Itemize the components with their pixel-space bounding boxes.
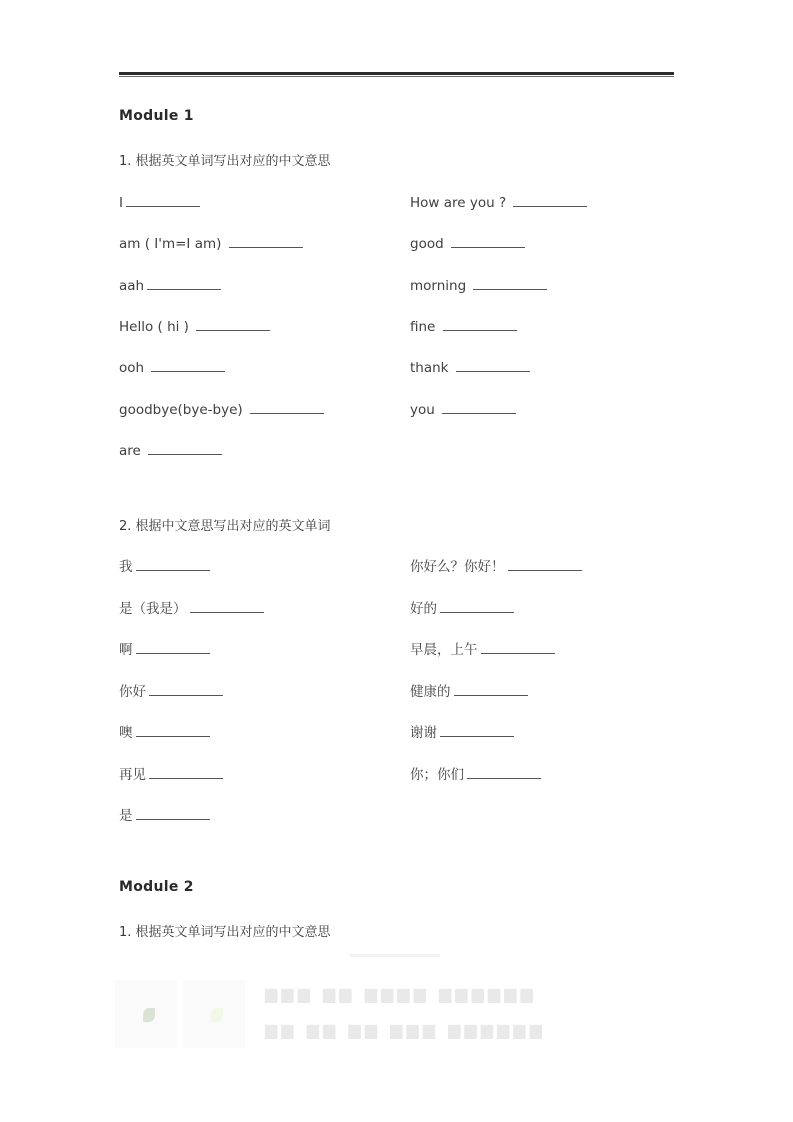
exercise-item xyxy=(119,722,210,742)
item-prompt: 噢 xyxy=(119,725,133,741)
item-prompt: 谢谢 xyxy=(410,725,437,741)
module-1-exercise-2-instruction: 2. 根据中文意思写出对应的英文单词 xyxy=(119,519,331,534)
answer-blank[interactable] xyxy=(190,598,264,613)
answer-blank[interactable] xyxy=(440,598,514,613)
answer-blank[interactable] xyxy=(136,556,210,571)
answer-blank[interactable] xyxy=(151,357,225,372)
exercise-item xyxy=(119,681,223,701)
answer-blank[interactable] xyxy=(473,275,547,290)
exercise-item xyxy=(410,639,555,659)
exercise-item xyxy=(119,440,222,460)
exercise-item xyxy=(410,722,514,742)
module-1-title: Module 1 xyxy=(119,108,194,124)
answer-blank[interactable] xyxy=(136,805,210,820)
item-prompt: 你好 xyxy=(119,684,146,700)
item-prompt: 好的 xyxy=(410,601,437,617)
answer-blank[interactable] xyxy=(467,764,541,779)
header-double-rule xyxy=(119,72,674,78)
exercise-item xyxy=(119,357,225,377)
answer-blank[interactable] xyxy=(136,722,210,737)
item-prompt: 是（我是） xyxy=(119,601,187,617)
watermark-image-right xyxy=(183,980,245,1048)
answer-blank[interactable] xyxy=(481,639,555,654)
answer-blank[interactable] xyxy=(250,399,324,414)
exercise-item xyxy=(119,192,200,212)
answer-blank[interactable] xyxy=(149,764,223,779)
item-prompt: you xyxy=(410,402,440,418)
answer-blank[interactable] xyxy=(442,399,516,414)
module-1-exercise-1-instruction: 1. 根据英文单词写出对应的中文意思 xyxy=(119,154,331,169)
item-prompt: good xyxy=(410,236,448,252)
exercise-item xyxy=(410,192,587,212)
item-prompt: 我 xyxy=(119,559,133,575)
item-prompt: 健康的 xyxy=(410,684,451,700)
exercise-item xyxy=(119,556,210,576)
watermark-text-line: ▆▆▆ ▆▆ ▆▆▆▆ ▆▆▆▆▆▆ xyxy=(265,984,537,1003)
exercise-item xyxy=(410,399,516,419)
exercise-item xyxy=(410,316,517,336)
item-prompt: aah xyxy=(119,278,145,294)
exercise-item xyxy=(119,233,303,253)
exercise-item xyxy=(410,357,530,377)
exercise-item xyxy=(410,598,514,618)
answer-blank[interactable] xyxy=(513,192,587,207)
leaf-icon xyxy=(143,1008,155,1022)
item-prompt: morning xyxy=(410,278,471,294)
item-prompt: 早晨，上午 xyxy=(410,642,478,658)
exercise-item xyxy=(410,556,582,576)
item-prompt: are xyxy=(119,443,146,459)
answer-blank[interactable] xyxy=(149,681,223,696)
module-2-exercise-1-instruction: 1. 根据英文单词写出对应的中文意思 xyxy=(119,925,331,940)
exercise-item xyxy=(119,316,270,336)
exercise-item xyxy=(410,233,525,253)
exercise-item xyxy=(119,598,264,618)
exercise-item xyxy=(410,275,547,295)
answer-blank[interactable] xyxy=(508,556,582,571)
exercise-item xyxy=(119,639,210,659)
item-prompt: 啊 xyxy=(119,642,133,658)
faint-watermark xyxy=(115,950,655,1050)
item-prompt: thank xyxy=(410,360,453,376)
item-prompt: 是 xyxy=(119,808,133,824)
item-prompt: 你；你们 xyxy=(410,767,464,783)
leaf-icon xyxy=(211,1008,223,1022)
exercise-item xyxy=(410,681,528,701)
watermark-bar xyxy=(350,954,440,957)
exercise-item xyxy=(119,764,223,784)
answer-blank[interactable] xyxy=(147,275,221,290)
watermark-image-left xyxy=(115,980,177,1048)
item-prompt: Hello ( hi ) xyxy=(119,319,194,335)
exercise-item xyxy=(119,275,221,295)
item-prompt: fine xyxy=(410,319,440,335)
exercise-item xyxy=(119,805,210,825)
answer-blank[interactable] xyxy=(126,192,200,207)
rule-thick-line xyxy=(119,72,674,75)
item-prompt: I xyxy=(119,195,123,211)
watermark-text-line: ▆▆ ▆▆ ▆▆ ▆▆▆ ▆▆▆▆▆▆ xyxy=(265,1020,546,1039)
item-prompt: goodbye(bye-bye) xyxy=(119,402,247,418)
exercise-item xyxy=(410,764,541,784)
module-2-title: Module 2 xyxy=(119,879,194,895)
answer-blank[interactable] xyxy=(229,233,303,248)
answer-blank[interactable] xyxy=(454,681,528,696)
item-prompt: ooh xyxy=(119,360,149,376)
answer-blank[interactable] xyxy=(443,316,517,331)
item-prompt: am ( I'm=I am) xyxy=(119,236,226,252)
answer-blank[interactable] xyxy=(136,639,210,654)
answer-blank[interactable] xyxy=(196,316,270,331)
item-prompt: How are you ? xyxy=(410,195,511,211)
answer-blank[interactable] xyxy=(456,357,530,372)
item-prompt: 你好么？你好！ xyxy=(410,559,505,575)
rule-thin-line xyxy=(119,76,674,77)
answer-blank[interactable] xyxy=(451,233,525,248)
answer-blank[interactable] xyxy=(440,722,514,737)
exercise-item xyxy=(119,399,324,419)
answer-blank[interactable] xyxy=(148,440,222,455)
item-prompt: 再见 xyxy=(119,767,146,783)
